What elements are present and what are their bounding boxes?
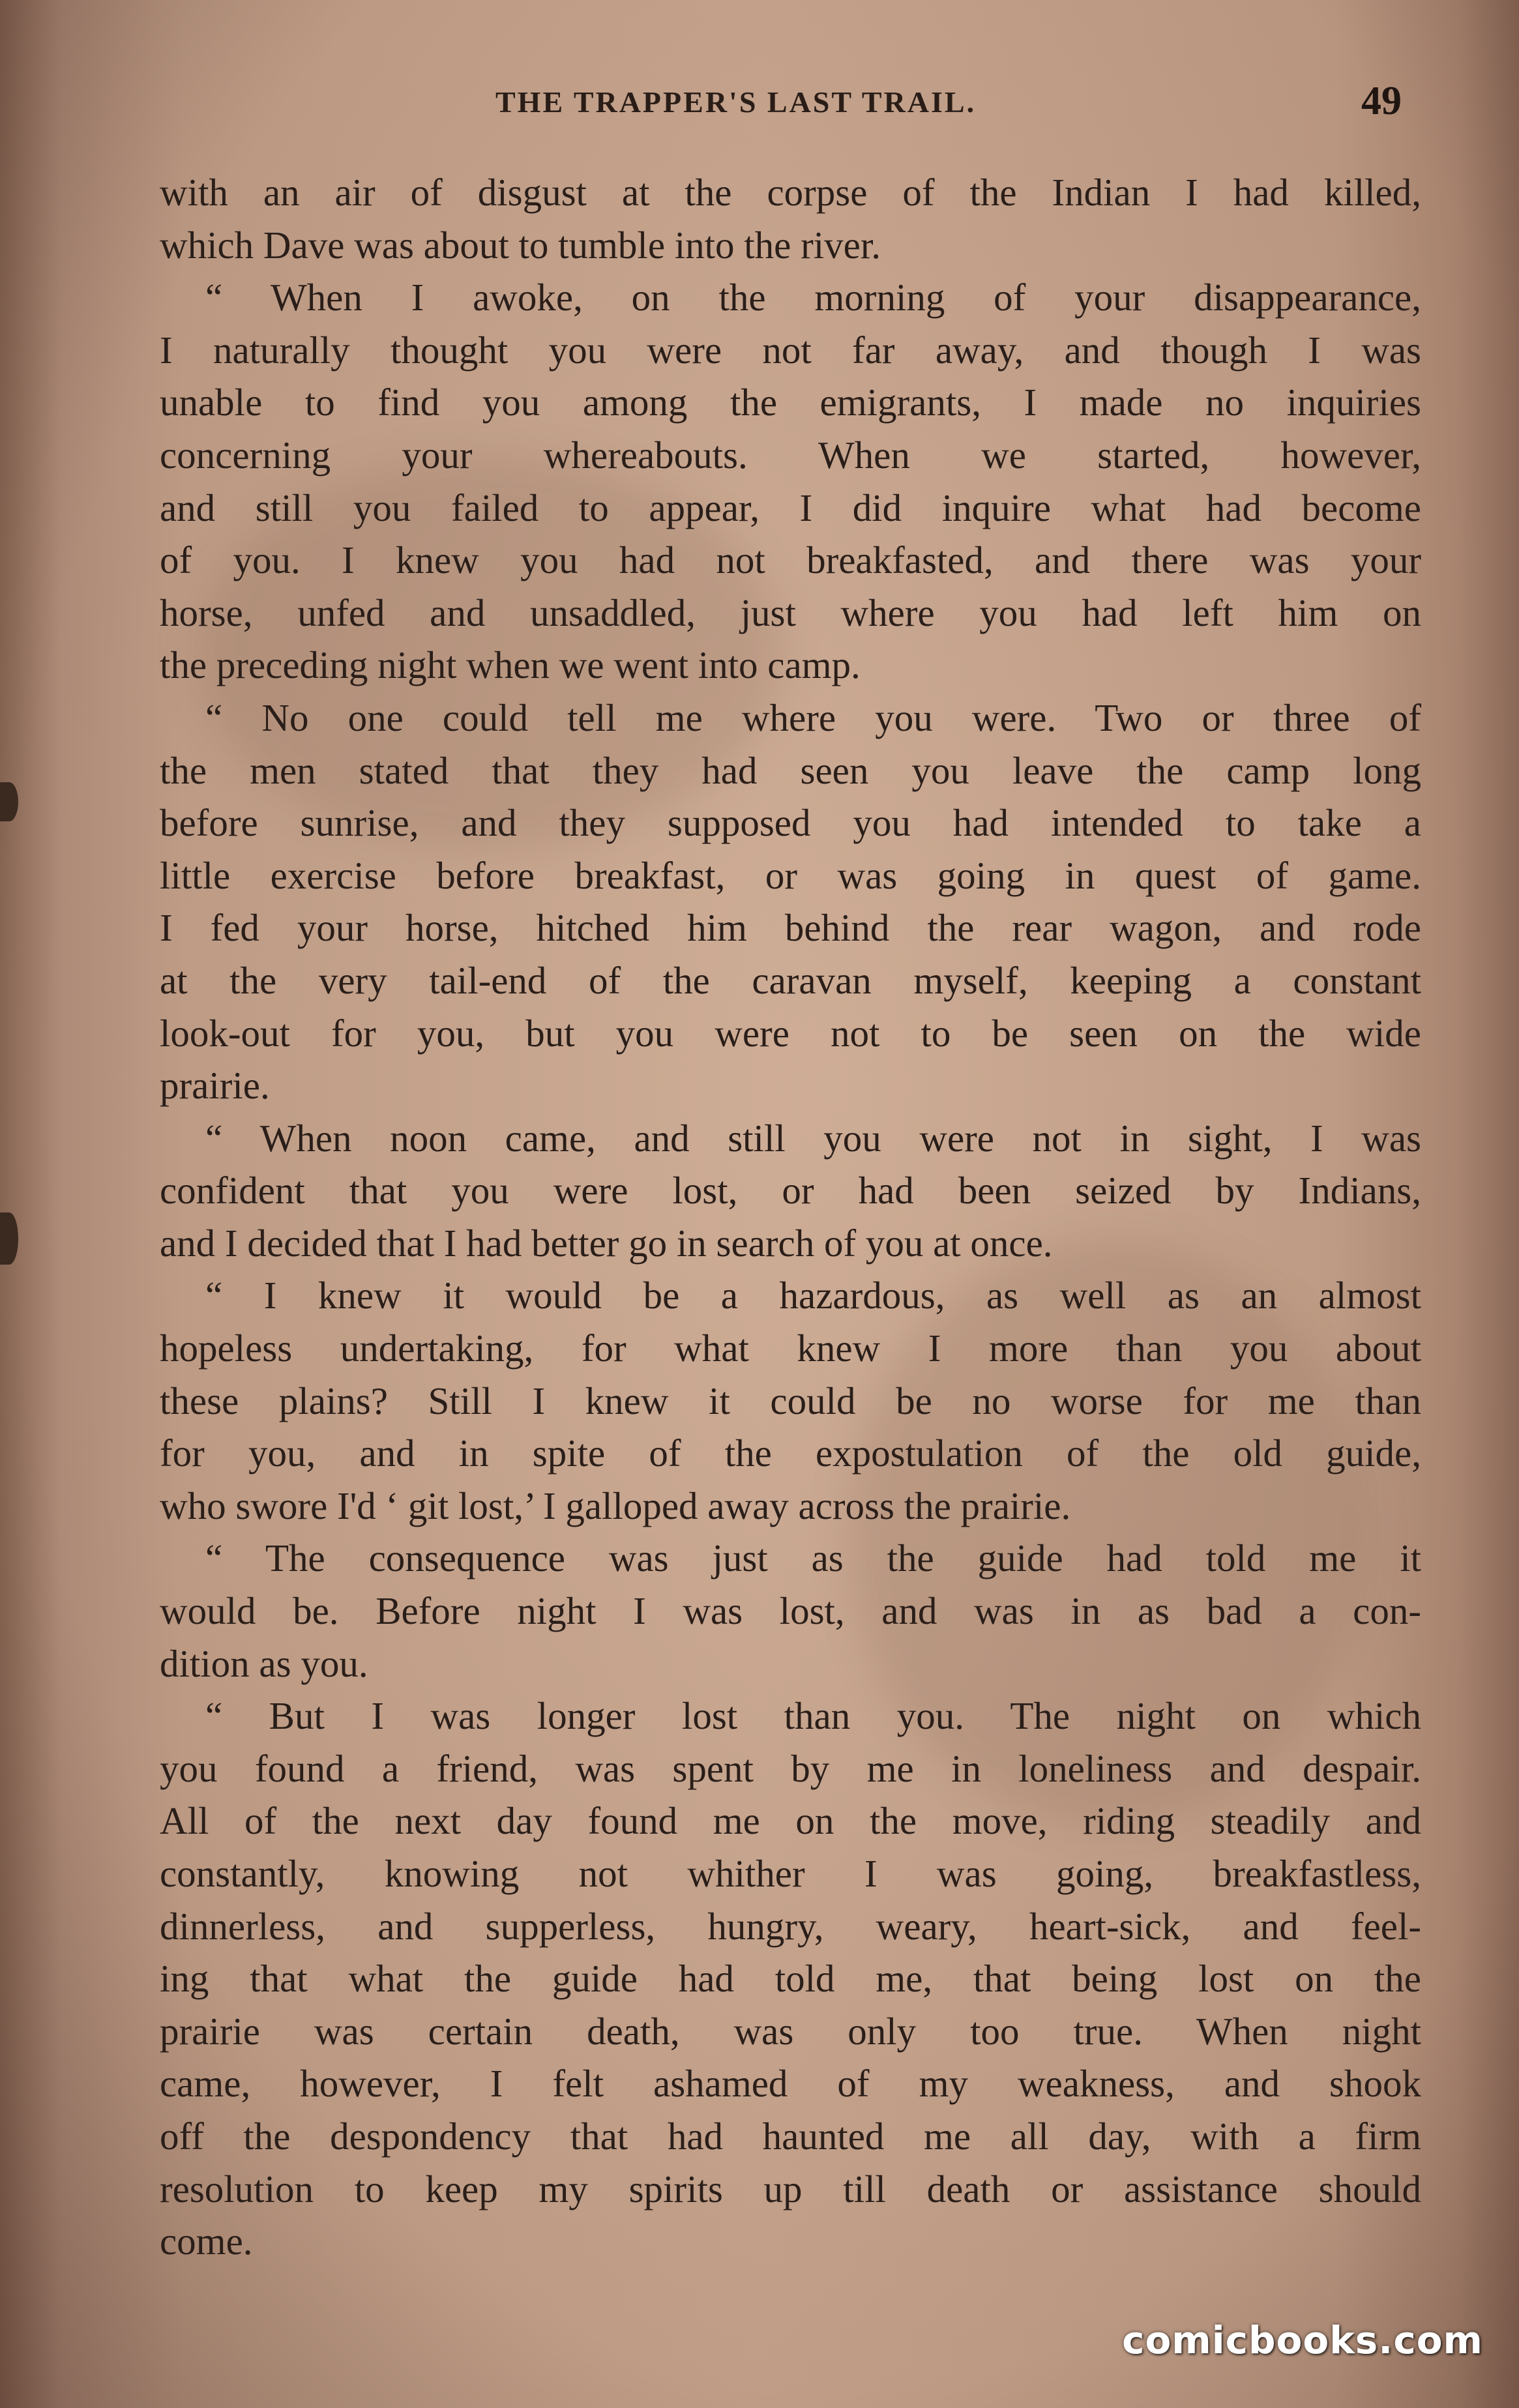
text-line: and I decided that I had better go in search of you at once. [160, 1221, 1053, 1265]
text-line: would be. Before night I was lost, and was in as bad a con- [160, 1589, 1421, 1633]
text-line: I fed your horse, hitched him behind the rear wagon, and rode [160, 906, 1421, 950]
text-line: the preceding night when we went into camp. [160, 643, 861, 687]
text-line: I naturally thought you were not far away, and though I was [160, 328, 1421, 372]
text-line: little exercise before breakfast, or was going in quest of game. [160, 853, 1421, 897]
text-line: who swore I'd ‘ git lost,’ I galloped away across the prairie. [160, 1484, 1071, 1527]
running-title: THE TRAPPER'S LAST TRAIL. [495, 85, 977, 119]
paragraph [160, 166, 1421, 271]
text-line: “ When I awoke, on the morning of your disappearance, [205, 276, 1421, 319]
text-line: for you, and in spite of the expostulation of the old guide, [160, 1432, 1421, 1475]
text-line: prairie was certain death, was only too true. When night [160, 2009, 1421, 2053]
paragraph [160, 1532, 1421, 1690]
text-line: the men stated that they had seen you leave the camp long [160, 748, 1421, 792]
text-line: horse, unfed and unsaddled, just where you had left him on [160, 591, 1421, 634]
text-line: dinnerless, and supperless, hungry, weary, heart-sick, and feel- [160, 1904, 1421, 1948]
text-line: “ But I was longer lost than you. The night on which [205, 1694, 1421, 1738]
text-line: hopeless undertaking, for what knew I more than you about [160, 1327, 1421, 1370]
page-tear [0, 782, 18, 821]
text-line: constantly, knowing not whither I was going, breakfastless, [160, 1852, 1421, 1895]
text-line: resolution to keep my spirits up till death or assistance should [160, 2167, 1421, 2210]
text-line: concerning your whereabouts. When we started, however, [160, 433, 1421, 477]
text-line: came, however, I felt ashamed of my weakness, and shook [160, 2062, 1421, 2106]
text-line: confident that you were lost, or had been seized by Indians, [160, 1169, 1421, 1212]
text-line: off the despondency that had haunted me all day, with a firm [160, 2114, 1421, 2158]
page-header [170, 78, 1421, 130]
text-line: “ When noon came, and still you were not in sight, I was [205, 1116, 1421, 1160]
paragraph [160, 1269, 1421, 1532]
page-number: 49 [1361, 79, 1402, 123]
paragraph [160, 1690, 1421, 2268]
text-line: ing that what the guide had told me, that being lost on the [160, 1957, 1421, 2001]
text-line: and still you failed to appear, I did inquire what had become [160, 486, 1421, 529]
text-line: come. [160, 2220, 253, 2263]
text-line: of you. I knew you had not breakfasted, and there was your [160, 538, 1421, 582]
text-line: with an air of disgust at the corpse of the Indian I had killed, [160, 171, 1421, 214]
text-line: at the very tail-end of the caravan myself, keeping a constant [160, 958, 1421, 1002]
text-line: look-out for you, but you were not to be seen on the wide [160, 1011, 1421, 1055]
paragraph [160, 271, 1421, 692]
watermark: comicbooks.com [1122, 2318, 1483, 2362]
text-line: All of the next day found me on the move, riding steadily and [160, 1799, 1421, 1843]
text-line: dition as you. [160, 1641, 368, 1685]
text-line: prairie. [160, 1064, 270, 1108]
text-line: which Dave was about to tumble into the river. [160, 223, 881, 267]
text-line: these plains? Still I knew it could be no worse for me than [160, 1379, 1421, 1422]
text-line: “ No one could tell me where you were. Two or three of [205, 696, 1421, 739]
page-tear [0, 1212, 18, 1265]
text-line: unable to find you among the emigrants, I made no inquiries [160, 381, 1421, 424]
text-line: “ I knew it would be a hazardous, as well as an almost [205, 1274, 1421, 1317]
paragraph [160, 692, 1421, 1112]
body-text [160, 166, 1421, 2268]
text-line: you found a friend, was spent by me in loneliness and despair. [160, 1746, 1421, 1790]
paragraph [160, 1112, 1421, 1270]
text-line: “ The consequence was just as the guide had told me it [205, 1536, 1421, 1580]
text-line: before sunrise, and they supposed you had intended to take a [160, 801, 1421, 845]
